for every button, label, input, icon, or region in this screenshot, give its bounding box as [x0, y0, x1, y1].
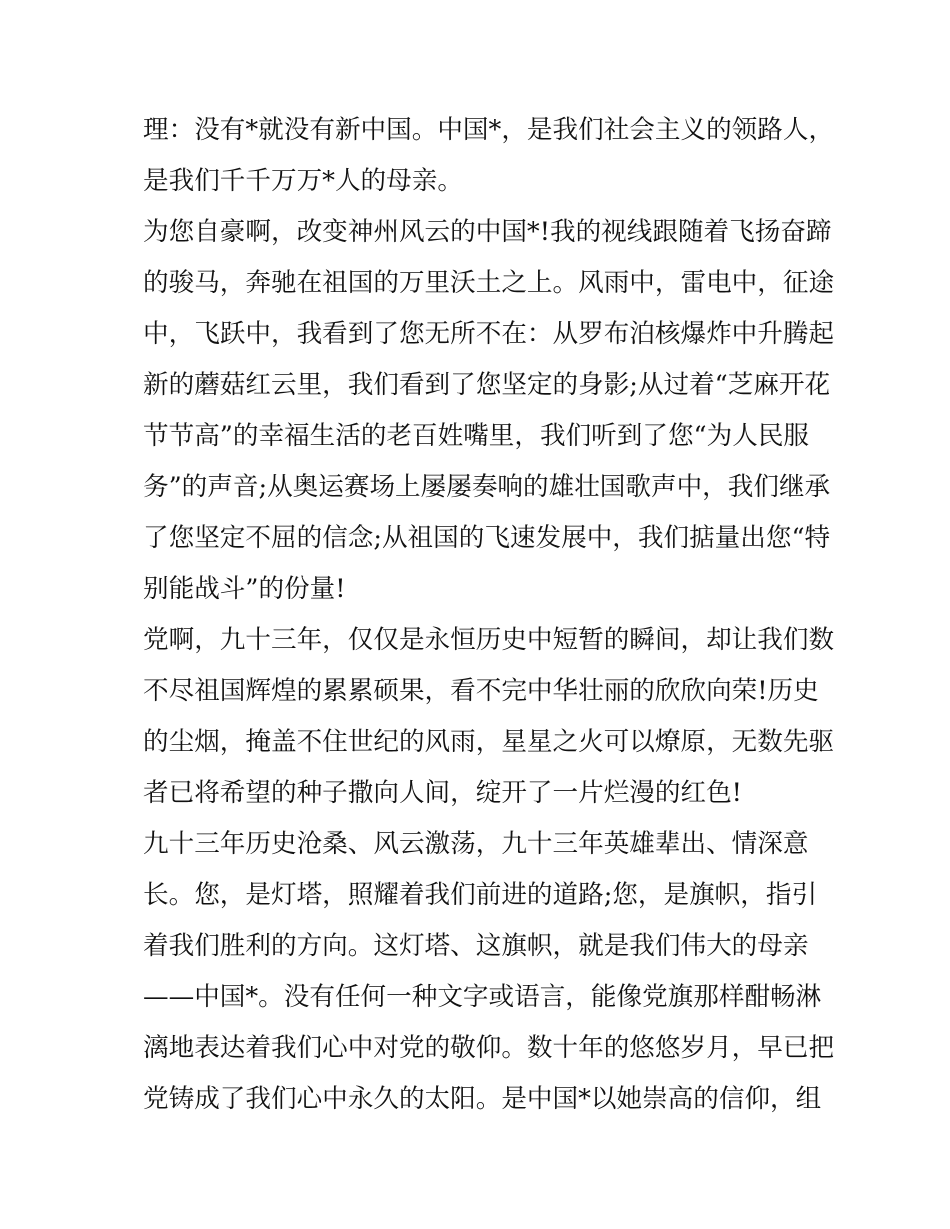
- text-line: 不尽祖国辉煌的累累硕果，看不完中华壮丽的欣欣向荣!历史: [143, 676, 819, 706]
- text-line: 了您坚定不屈的信念;从祖国的飞速发展中，我们掂量出您“特: [143, 523, 831, 553]
- text-line: 节节高”的幸福生活的老百姓嘴里，我们听到了您“为人民服: [143, 421, 810, 451]
- text-line: 中，飞跃中，我看到了您无所不在：从罗布泊核爆炸中升腾起: [143, 319, 835, 349]
- text-line: 别能战斗”的份量!: [143, 574, 346, 604]
- text-line: 党铸成了我们心中永久的太阳。是中国*以她崇高的信仰，组: [143, 1084, 822, 1114]
- document-body: [143, 105, 835, 1125]
- text-line: ——中国*。没有任何一种文字或语言，能像党旗那样酣畅淋: [143, 982, 822, 1012]
- text-line: 的尘烟，掩盖不住世纪的风雨，星星之火可以燎原，无数先驱: [143, 727, 835, 757]
- text-line: 是我们千千万万*人的母亲。: [143, 166, 463, 196]
- text-line: 的骏马，奔驰在祖国的万里沃土之上。风雨中，雷电中，征途: [143, 268, 835, 298]
- text-line: 九十三年历史沧桑、风云激荡，九十三年英雄辈出、情深意: [143, 829, 809, 859]
- text-line: 新的蘑菇红云里，我们看到了您坚定的身影;从过着“芝麻开花: [143, 370, 831, 400]
- text-line: 长。您，是灯塔，照耀着我们前进的道路;您，是旗帜，指引: [143, 880, 818, 910]
- text-line: 党啊，九十三年，仅仅是永恒历史中短暂的瞬间，却让我们数: [143, 625, 835, 655]
- text-line: 理：没有*就没有新中国。中国*，是我们社会主义的领路人，: [143, 115, 835, 145]
- text-line: 务”的声音;从奥运赛场上屡屡奏响的雄壮国歌声中，我们继承: [143, 472, 831, 502]
- text-line: 漓地表达着我们心中对党的敬仰。数十年的悠悠岁月，早已把: [143, 1033, 835, 1063]
- text-line: 者已将希望的种子撒向人间，绽开了一片烂漫的红色!: [143, 778, 742, 808]
- text-line: 着我们胜利的方向。这灯塔、这旗帜，就是我们伟大的母亲: [143, 931, 809, 961]
- text-line: 为您自豪啊，改变神州风云的中国*!我的视线跟随着飞扬奋蹄: [143, 217, 832, 247]
